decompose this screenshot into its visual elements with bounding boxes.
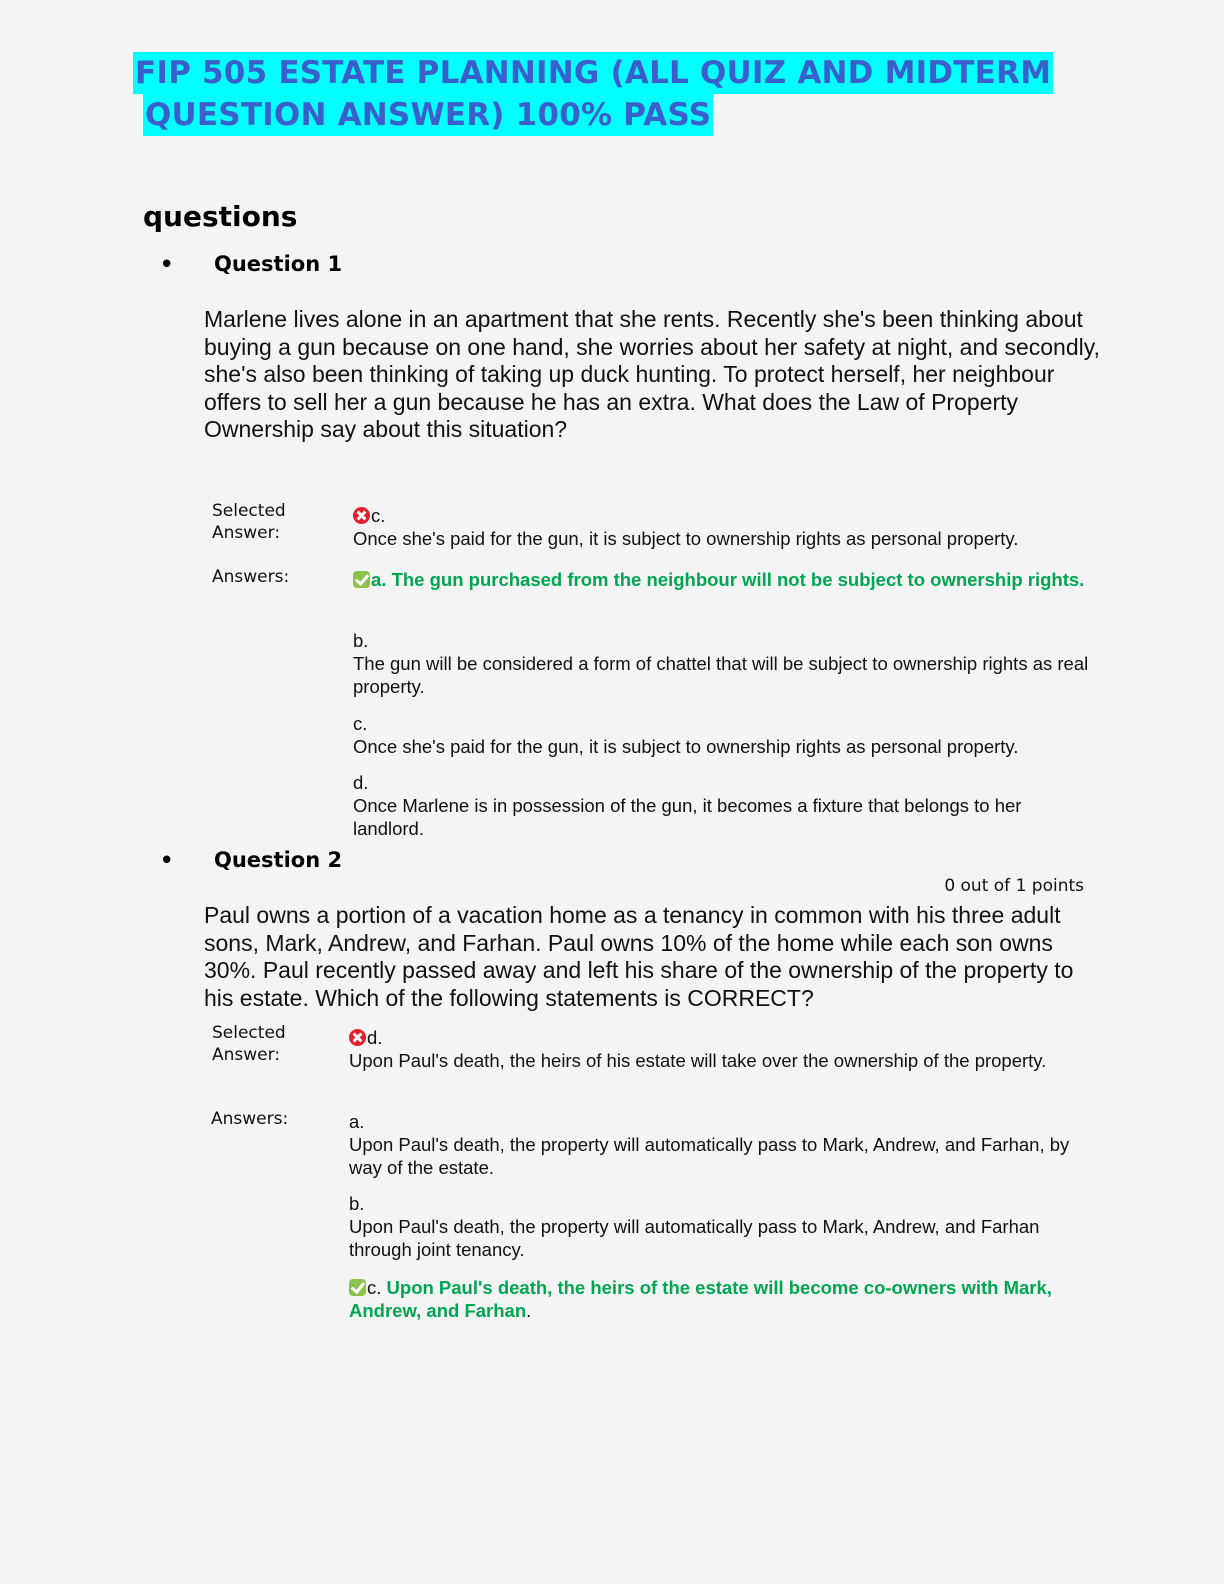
question-1-heading xyxy=(160,252,342,276)
answer-text: The gun purchased from the neighbour will not be subject to ownership rights. xyxy=(391,569,1085,590)
answer-trailing-period: . xyxy=(526,1300,532,1321)
question-2-answer-c xyxy=(349,1276,1089,1322)
selected-text: Upon Paul's death, the heirs of his estate will take over the ownership of the property. xyxy=(349,1050,1047,1071)
document-title xyxy=(133,52,1053,136)
question-2-selected-answer xyxy=(349,1026,1089,1072)
selected-letter: c. xyxy=(371,505,386,526)
selected-answer-label xyxy=(212,500,286,544)
question-2-answer-b xyxy=(349,1192,1089,1261)
question-1-answer-d xyxy=(353,771,1093,840)
bullet: • xyxy=(160,848,174,872)
answer-letter: c. xyxy=(353,713,368,734)
title-line-1: FIP 505 ESTATE PLANNING (ALL QUIZ AND MIDTERM xyxy=(133,52,1053,94)
question-2-title: Question 2 xyxy=(214,848,343,872)
answer-text: Once she's paid for the gun, it is subject to ownership rights as personal property. xyxy=(353,736,1019,757)
label-line-1: Selected xyxy=(212,501,286,521)
question-1-answer-a xyxy=(353,568,1093,591)
question-1-answer-b xyxy=(353,629,1093,698)
answers-label: Answers: xyxy=(212,567,290,587)
label-line-2: Answer: xyxy=(212,523,281,543)
answer-letter: c. xyxy=(367,1277,382,1298)
answers-label: Answers: xyxy=(211,1109,289,1129)
selected-answer-label xyxy=(212,1022,286,1066)
question-2-heading xyxy=(160,848,342,872)
answer-text: Upon Paul's death, the property will automatically pass to Mark, Andrew, and Farhan through joint tenancy. xyxy=(349,1216,1040,1260)
label-line-1: Selected xyxy=(212,1023,286,1043)
answer-letter: b. xyxy=(349,1193,365,1214)
question-2-points: 0 out of 1 points xyxy=(944,876,1084,896)
question-1-selected-answer xyxy=(353,504,1093,550)
answer-text: Upon Paul's death, the property will automatically pass to Mark, Andrew, and Farhan, by way of the estate. xyxy=(349,1134,1070,1178)
section-heading: questions xyxy=(143,200,298,233)
selected-letter: d. xyxy=(367,1027,383,1048)
answer-letter: d. xyxy=(353,772,369,793)
question-2-text: Paul owns a portion of a vacation home as a tenancy in common with his three adult sons, Mark, Andrew, and Farhan. Paul owns 10% of the home while each son owns 30%. Paul recently passed away and left his share of the ownership of the property to his estate. Which of the following statements is CORRECT? xyxy=(204,902,1074,1011)
bullet: • xyxy=(160,252,174,276)
question-2-answer-a xyxy=(349,1110,1089,1179)
question-1-text: Marlene lives alone in an apartment that she rents. Recently she's been thinking about buying a gun because on one hand, she worries about her safety at night, and secondly, she's also been thinking of taking up duck hunting. To protect herself, her neighbour offers to sell her a gun because he has an extra. What does the Law of Property Ownership say about this situation? xyxy=(204,306,1100,442)
correct-check-icon xyxy=(353,571,370,588)
question-1-title: Question 1 xyxy=(214,252,343,276)
answer-letter: b. xyxy=(353,630,369,651)
incorrect-x-icon xyxy=(349,1029,366,1046)
answer-text: Upon Paul's death, the heirs of the estate will become co-owners with Mark, Andrew, and Farhan xyxy=(349,1277,1052,1321)
selected-text: Once she's paid for the gun, it is subject to ownership rights as personal property. xyxy=(353,528,1019,549)
question-1-answer-c xyxy=(353,712,1093,758)
title-line-2: QUESTION ANSWER) 100% PASS xyxy=(143,94,713,136)
answer-letter: a. xyxy=(371,569,387,590)
answer-text: Once Marlene is in possession of the gun, it becomes a fixture that belongs to her landlord. xyxy=(353,795,1022,839)
correct-check-icon xyxy=(349,1279,366,1296)
answer-letter: a. xyxy=(349,1111,365,1132)
answer-text: The gun will be considered a form of chattel that will be subject to ownership rights as real property. xyxy=(353,653,1089,697)
label-line-2: Answer: xyxy=(212,1045,281,1065)
incorrect-x-icon xyxy=(353,507,370,524)
